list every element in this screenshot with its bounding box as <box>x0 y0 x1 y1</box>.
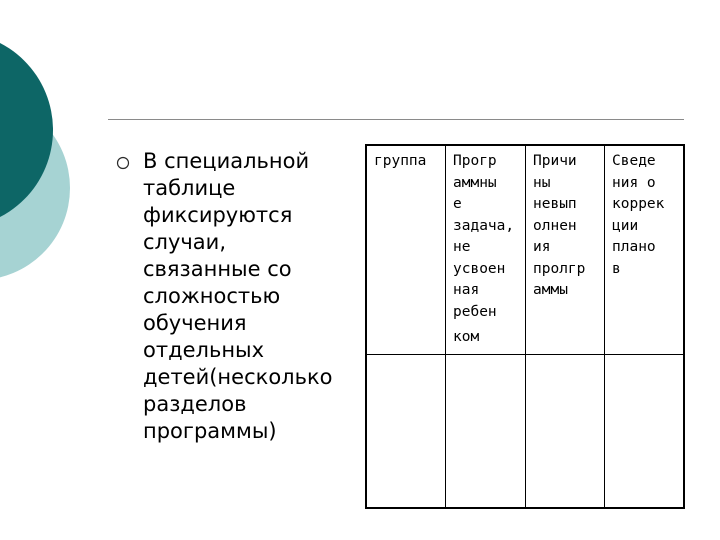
bullet-text-line: фиксируются <box>143 203 293 227</box>
bullet-text-line: обучения <box>143 311 247 335</box>
table-cell <box>366 354 446 508</box>
bullet-text-line: связанные со <box>143 257 292 281</box>
header-cell-text-line: олнен <box>533 217 577 234</box>
header-cell-text-line: Причи <box>533 153 577 169</box>
header-cell-text-line: невып <box>533 196 577 212</box>
header-cell-text-line: ребен <box>453 303 497 320</box>
header-cell-text-line: пролгр <box>533 260 586 277</box>
bullet-paragraph <box>143 148 373 445</box>
header-cell-group <box>366 145 446 354</box>
header-cell-text-line: задача, <box>453 217 515 234</box>
bullet-text-line: сложностью <box>143 284 281 308</box>
bullet-text-line: отдельных <box>143 338 265 362</box>
header-cell-text-line: группа <box>374 153 427 169</box>
header-cell-text-line: ком <box>453 329 480 345</box>
hollow-circle-bullet-icon <box>116 156 130 170</box>
bullet-text-line: детей(несколько <box>143 365 333 389</box>
header-cell-text-line: ия <box>533 239 551 255</box>
header-cell-text-line: ции <box>612 217 639 234</box>
header-cell-reasons <box>526 145 605 354</box>
correction-table <box>365 144 685 509</box>
header-cell-text-line: ная <box>453 282 480 298</box>
bullet-text-line: В специальной <box>143 149 310 173</box>
bullet-text-line: программы) <box>143 419 277 443</box>
header-cell-text-line: е <box>453 196 462 212</box>
header-cell-text-line: не <box>453 239 471 255</box>
header-cell-text-line: Сведе <box>612 153 656 169</box>
header-cell-correction-info <box>605 145 685 354</box>
header-cell-text-line: ния о <box>612 174 656 191</box>
header-cell-text-line: аммны <box>453 174 497 191</box>
header-cell-text-line: Прогр <box>453 153 497 169</box>
title-divider-line <box>108 119 684 120</box>
header-cell-text-line: коррек <box>612 196 665 212</box>
header-cell-text-line: ны <box>533 174 551 191</box>
bullet-text-line: таблице <box>143 176 236 200</box>
bullet-text-line: разделов <box>143 392 247 416</box>
decorative-teal-circles <box>0 0 120 300</box>
table-row <box>366 354 684 508</box>
header-cell-program-tasks <box>446 145 526 354</box>
bullet-text-line: случаи, <box>143 230 226 254</box>
header-cell-text-line: в <box>612 260 621 277</box>
table-cell <box>526 354 605 508</box>
header-cell-text-line: аммы <box>533 282 568 298</box>
table-cell <box>446 354 526 508</box>
header-cell-text-line: усвоен <box>453 260 506 277</box>
table-cell <box>605 354 685 508</box>
table-header-row <box>366 145 684 354</box>
header-cell-text-line: плано <box>612 239 656 255</box>
